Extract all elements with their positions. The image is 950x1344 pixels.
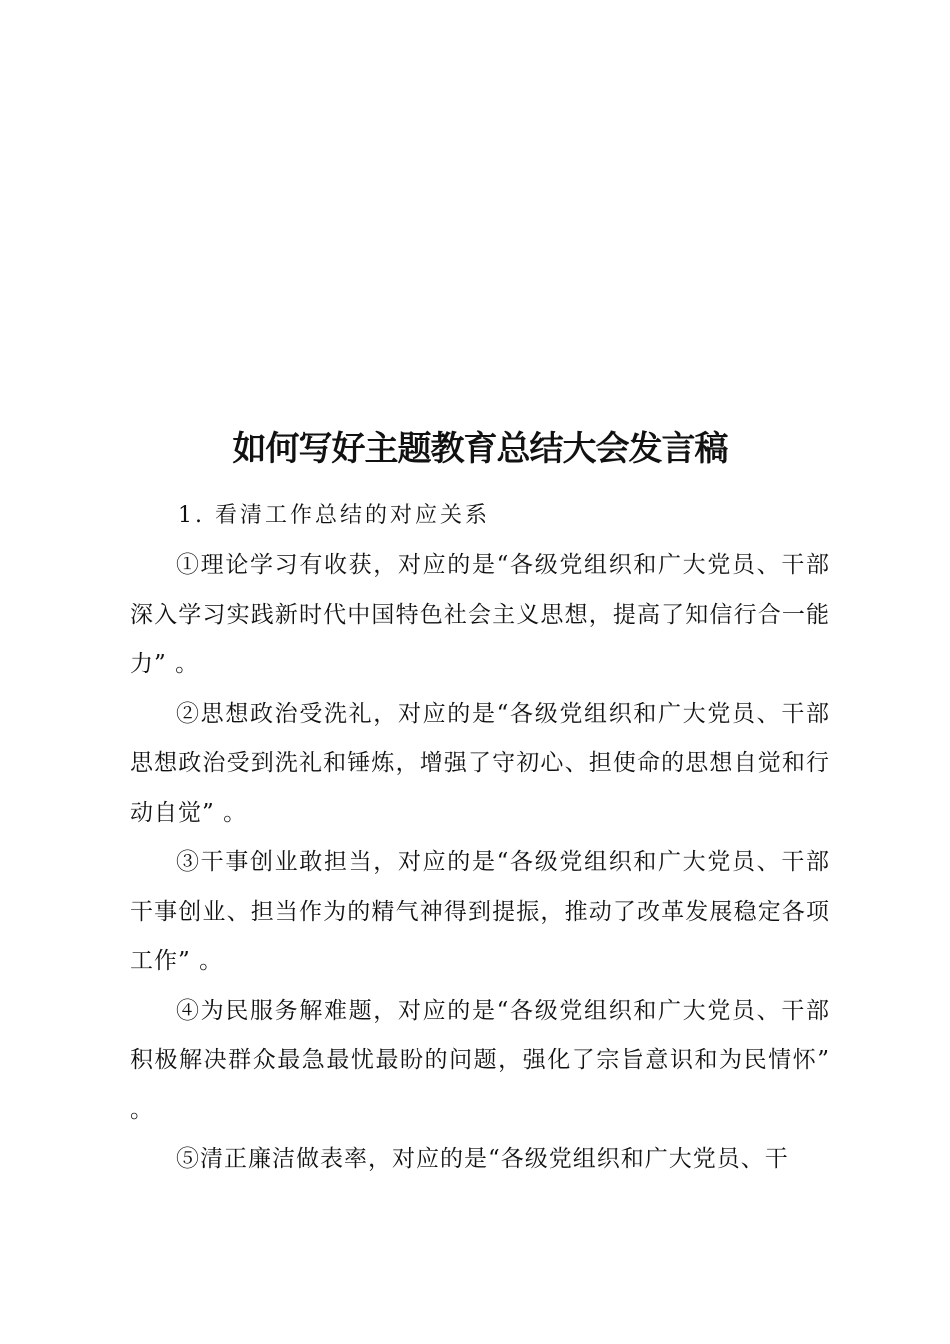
paragraph-1: ①理论学习有收获，对应的是“各级党组织和广大党员、干部深入学习实践新时代中国特色社会主义思想，提高了知信行合一能力” 。: [130, 552, 830, 677]
paragraph-2: ②思想政治受洗礼，对应的是“各级党组织和广大党员、干部思想政治受到洗礼和锤炼，增强了守初心、担使命的思想自觉和行动自觉” 。: [130, 700, 830, 826]
paragraph-5: ⑤清正廉洁做表率，对应的是“各级党组织和广大党员、干: [176, 1146, 789, 1172]
paragraph-4: ④为民服务解难题，对应的是“各级党组织和广大党员、干部积极解决群众最急最忧最盼的问题，强化了宗旨意识和为民情怀” 。: [130, 997, 830, 1123]
paragraph-3: ③干事创业敢担当，对应的是“各级党组织和广大党员、干部干事创业、担当作为的精气神得到提振，推动了改革发展稳定各项工作” 。: [130, 849, 830, 974]
document-body: [130, 491, 830, 1185]
section-heading: 1. 看清工作总结的对应关系: [178, 503, 490, 528]
document-title: 如何写好主题教育总结大会发言稿: [232, 429, 728, 469]
